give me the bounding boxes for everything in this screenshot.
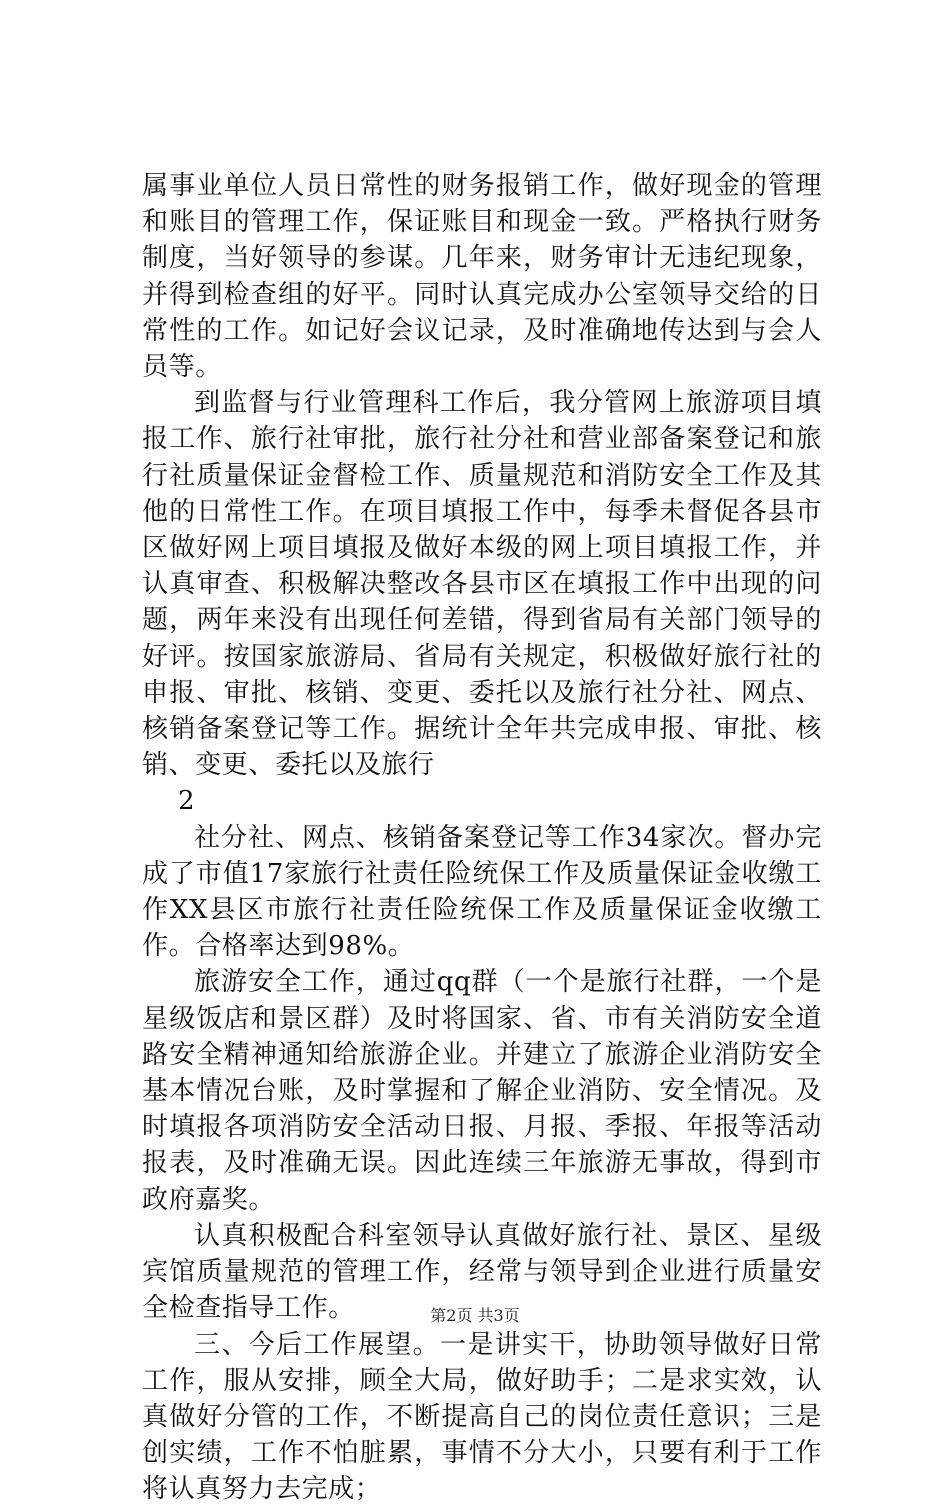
paragraph-outlook: 三、今后工作展望。一是讲实干，协助领导做好日常工作，服从安排，顾全大局，做好助手；二是求实效，认真做好分管的工作，不断提高自己的岗位责任意识；三是创实绩，工作不怕脏累，事情不分大小，只要有利于工作将认真努力去完成； [142, 1329, 822, 1505]
paragraph-safety: 旅游安全工作，通过qq群（一个是旅行社群，一个是星级饭店和景区群）及时将国家、省、市有关消防安全道路安全精神通知给旅游企业。并建立了旅游企业消防安全基本情况台账，及时掌握和了解企业消防、安全情况。及时填报各项消防安全活动日报、月报、季报、年报等活动报表，及时准确无误。因此连续三年旅游无事故，得到市政府嘉奖。 [142, 967, 822, 1215]
paragraph-finance: 属事业单位人员日常性的财务报销工作，做好现金的管理和账目的管理工作，保证账目和现金一致。严格执行财务制度，当好领导的参谋。几年来，财务审计无违纪现象，并得到检查组的好平。同时认真完成办公室领导交给的日常性的工作。如记好会议记录，及时准确地传达到与会人员等。 [142, 171, 822, 383]
paragraph-statistics: 社分社、网点、核销备案登记等工作34家次。督办完成了市值17家旅行社责任险统保工作及质量保证金收缴工作XX县区市旅行社责任险统保工作及质量保证金收缴工作。合格率达到98%。 [142, 822, 822, 962]
inline-page-number: 2 [178, 786, 196, 817]
paragraph-supervision: 到监督与行业管理科工作后，我分管网上旅游项目填报工作、旅行社审批，旅行社分社和营业部备案登记和旅行社质量保证金督检工作、质量规范和消防安全工作及其他的日常性工作。在项目填报工作中，每季未督促各县市区做好网上项目填报及做好本级的网上项目填报工作，并认真审查、积极解决整改各县市区在填报工作中出现的问题，两年来没有出现任何差错，得到省局有关部门领导的好评。按国家旅游局、省局有关规定，积极做好旅行社的申报、审批、核销、变更、委托以及旅行社分社、网点、核销备案登记等工作。据统计全年共完成申报、审批、核销、变更、委托以及旅行 [142, 388, 822, 781]
paragraph-quality: 认真积极配合科室领导认真做好旅行社、景区、星级宾馆质量规范的管理工作，经常与领导到企业进行质量安全检查指导工作。 [142, 1220, 822, 1324]
page-footer: 第2页 共3页 [430, 1306, 520, 1325]
